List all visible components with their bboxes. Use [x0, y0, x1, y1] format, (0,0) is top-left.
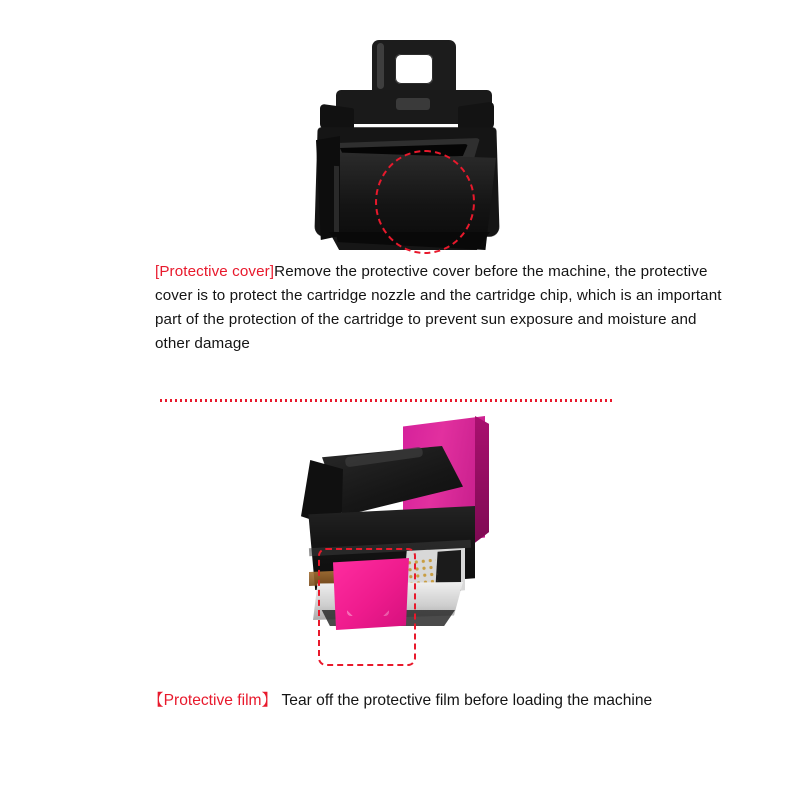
cover-handle-hole-shape: [395, 54, 433, 84]
cover-front-highlight: [334, 166, 339, 232]
cover-handle-highlight: [377, 43, 384, 89]
protective-cover-figure: [0, 10, 800, 255]
protective-film-bracket-open: 【: [148, 692, 164, 709]
protective-film-bracket-close: 】: [261, 692, 278, 709]
protective-film-highlight-icon: [318, 548, 416, 666]
protective-film-caption: [148, 690, 768, 712]
protective-cover-body: Remove the protective cover before the machine, the protective cover is to protect the cartridge nozzle and the cartridge chip, which is an important part of the protection of the cartridge to prevent sun exposure and moisture and other damage: [155, 263, 722, 352]
section-divider: [160, 399, 615, 402]
protective-cover-label: [Protective cover]: [155, 263, 275, 280]
cover-top-notch-shape: [396, 98, 430, 110]
protective-cover-caption: [155, 260, 725, 356]
protective-film-label: Protective film: [163, 692, 262, 709]
cartridge-magenta-edge: [475, 416, 489, 548]
nozzle-area-highlight-icon: [375, 150, 475, 254]
protective-film-body: Tear off the protective film before loading the machine: [281, 692, 653, 709]
